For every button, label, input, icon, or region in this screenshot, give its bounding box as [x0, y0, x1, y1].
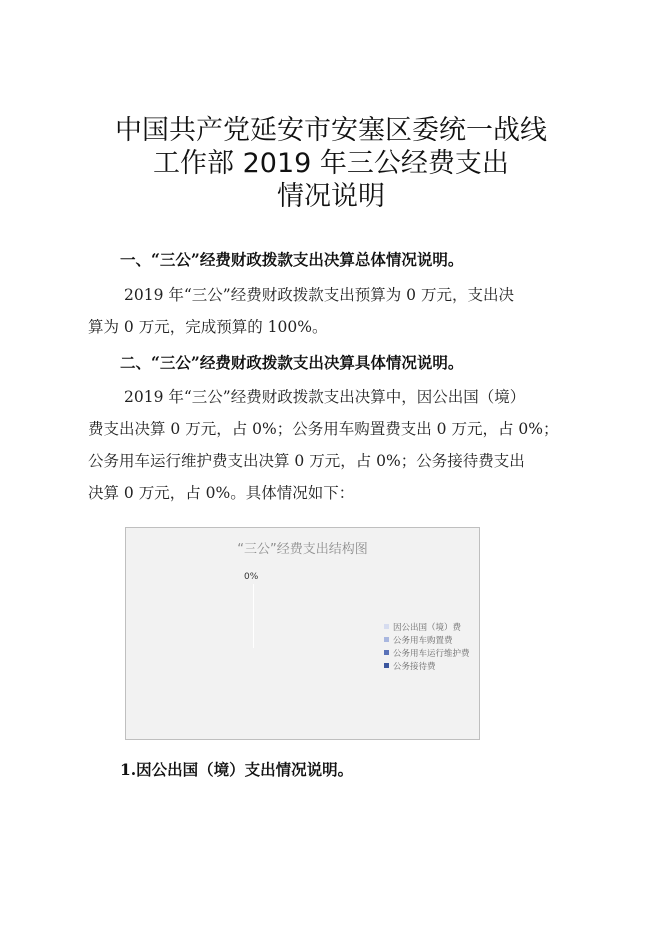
section-2-heading: 二、“三公”经费财政拨款支出决算具体情况说明。	[120, 353, 464, 372]
legend-swatch	[384, 637, 389, 642]
legend-item	[384, 633, 470, 646]
legend-swatch	[384, 624, 389, 629]
title-line-3: 情况说明	[277, 181, 385, 212]
section-2-paragraph	[88, 381, 588, 509]
legend-label: 公务用车运行维护费	[393, 648, 470, 659]
section-3-heading: 1.因公出国（境）支出情况说明。	[120, 760, 354, 779]
title-line-1: 中国共产党延安市安塞区委统一战线	[115, 115, 547, 146]
pie-chart	[125, 527, 480, 740]
section-1-heading: 一、“三公”经费财政拨款支出决算总体情况说明。	[120, 250, 464, 269]
chart-title: “三公”经费支出结构图	[237, 542, 368, 557]
pie-data-label: 0%	[244, 572, 259, 582]
section-1-paragraph	[88, 279, 588, 343]
paragraph-line: 公务用车运行维护费支出决算 0 万元，占 0%；公务接待费支出	[88, 452, 525, 470]
legend-swatch	[384, 650, 389, 655]
paragraph-line: 算为 0 万元，完成预算的 100%。	[88, 318, 328, 336]
paragraph-line: 2019 年“三公”经费财政拨款支出决算中，因公出国（境）	[124, 388, 526, 406]
legend-item	[384, 646, 470, 659]
chart-legend	[384, 620, 470, 672]
paragraph-line: 费支出决算 0 万元，占 0%；公务用车购置费支出 0 万元，占 0%；	[88, 420, 559, 438]
document-title	[0, 114, 662, 213]
paragraph-line: 2019 年“三公”经费财政拨款支出预算为 0 万元，支出决	[124, 286, 514, 304]
legend-item	[384, 620, 470, 633]
legend-label: 公务用车购置费	[393, 635, 453, 646]
legend-label: 公务接待费	[393, 661, 436, 672]
pie-leader-line	[253, 584, 254, 648]
legend-label: 因公出国（境）费	[393, 622, 462, 633]
title-line-2: 工作部 2019 年三公经费支出	[153, 148, 509, 179]
legend-swatch	[384, 663, 389, 668]
legend-item	[384, 659, 470, 672]
paragraph-line: 决算 0 万元，占 0%。具体情况如下：	[88, 484, 355, 502]
